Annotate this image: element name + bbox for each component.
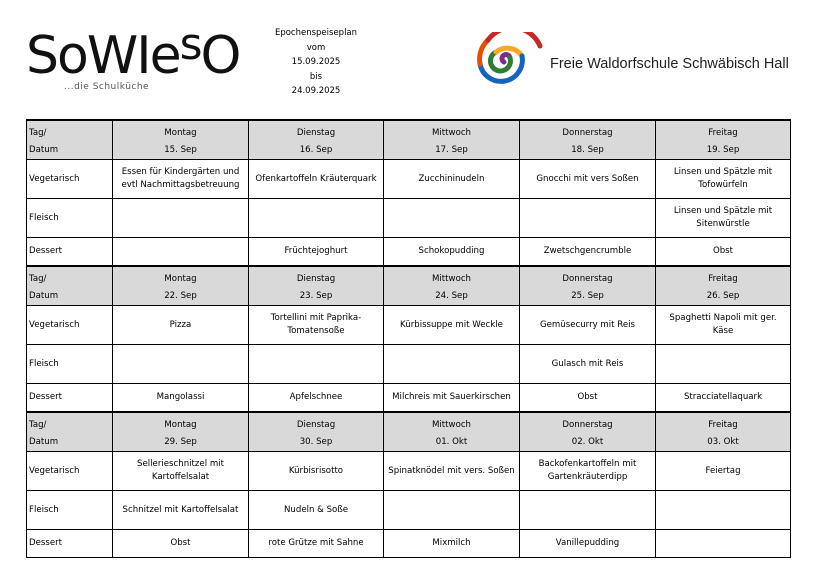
day-header: Mittwoch 24. Sep — [384, 266, 520, 306]
meal-cell: Schnitzel mit Kartoffelsalat — [113, 491, 249, 530]
day-header: Freitag 19. Sep — [656, 120, 791, 160]
meal-cell: Nudeln & Soße — [249, 491, 384, 530]
plan-title-line: bis — [309, 71, 323, 82]
meal-cell: rote Grütze mit Sahne — [249, 530, 384, 558]
vegetarisch-row — [27, 160, 791, 199]
meal-cell: Zucchininudeln — [384, 160, 520, 199]
school-name: Freie Waldorfschule Schwäbisch Hall — [550, 56, 789, 72]
meal-cell: Linsen und Spätzle mit Tofowürfeln — [656, 160, 791, 199]
plan-title — [266, 26, 366, 99]
meal-cell: Backofenkartoffeln mit Gartenkräuterdipp — [520, 452, 656, 491]
meal-cell: Obst — [113, 530, 249, 558]
category-label: Fleisch — [27, 199, 113, 238]
dessert-row — [27, 530, 791, 558]
meal-cell: Gulasch mit Reis — [520, 345, 656, 384]
category-label: Dessert — [27, 384, 113, 413]
meal-cell: Mixmilch — [384, 530, 520, 558]
category-label: Dessert — [27, 530, 113, 558]
day-header: Mittwoch 17. Sep — [384, 120, 520, 160]
meal-cell — [384, 345, 520, 384]
school-logo — [460, 32, 790, 88]
meal-cell: Früchtejoghurt — [249, 238, 384, 267]
meal-cell — [384, 199, 520, 238]
sowieso-logo — [26, 19, 240, 99]
week-header-row — [27, 266, 791, 306]
category-label: Fleisch — [27, 491, 113, 530]
logo-subtitle: ...die Schulküche — [64, 82, 150, 92]
plan-title-line: vom — [306, 42, 326, 53]
day-header: Montag 22. Sep — [113, 266, 249, 306]
day-header: Montag 15. Sep — [113, 120, 249, 160]
plan-start-date: 15.09.2025 — [291, 57, 341, 68]
fleisch-row — [27, 491, 791, 530]
logo-wordmark: SoWIe$^s$O — [26, 19, 240, 86]
meal-cell — [384, 491, 520, 530]
meal-cell — [520, 199, 656, 238]
meal-cell — [656, 491, 791, 530]
day-header: Mittwoch 01. Okt — [384, 412, 520, 452]
meal-cell: Zwetschgencrumble — [520, 238, 656, 267]
plan-end-date: 24.09.2025 — [291, 86, 341, 97]
meal-cell: Vanillepudding — [520, 530, 656, 558]
meal-cell — [656, 345, 791, 384]
vegetarisch-row — [27, 306, 791, 345]
vegetarisch-row — [27, 452, 791, 491]
meal-cell: Sellerieschnitzel mit Kartoffelsalat — [113, 452, 249, 491]
dessert-row — [27, 384, 791, 413]
week-header-row — [27, 412, 791, 452]
meal-cell — [113, 345, 249, 384]
meal-cell: Spaghetti Napoli mit ger. Käse — [656, 306, 791, 345]
plan-title-line: Epochenspeiseplan — [274, 28, 358, 38]
meal-cell: Stracciatellaquark — [656, 384, 791, 413]
meal-cell — [113, 238, 249, 267]
day-header: Donnerstag 25. Sep — [520, 266, 656, 306]
meal-cell: Feiertag — [656, 452, 791, 491]
meal-cell — [113, 199, 249, 238]
tag-datum-label: Tag/ Datum — [27, 266, 113, 306]
category-label: Dessert — [27, 238, 113, 267]
meal-cell: Milchreis mit Sauerkirschen — [384, 384, 520, 413]
meal-cell: Spinatknödel mit vers. Soßen — [384, 452, 520, 491]
category-label: Vegetarisch — [27, 452, 113, 491]
day-header: Dienstag 30. Sep — [249, 412, 384, 452]
meal-cell: Kürbissuppe mit Weckle — [384, 306, 520, 345]
meal-cell: Gnocchi mit vers Soßen — [520, 160, 656, 199]
meal-cell: Pizza — [113, 306, 249, 345]
meal-plan-table — [26, 119, 791, 558]
meal-cell: Gemüsecurry mit Reis — [520, 306, 656, 345]
meal-cell: Essen für Kindergärten und evtl Nachmittagsbetreuung — [113, 160, 249, 199]
day-header: Dienstag 16. Sep — [249, 120, 384, 160]
week-header-row — [27, 120, 791, 160]
day-header: Freitag 26. Sep — [656, 266, 791, 306]
fleisch-row — [27, 199, 791, 238]
category-label: Vegetarisch — [27, 306, 113, 345]
meal-cell: Kürbisrisotto — [249, 452, 384, 491]
day-header: Freitag 03. Okt — [656, 412, 791, 452]
day-header: Montag 29. Sep — [113, 412, 249, 452]
tag-datum-label: Tag/ Datum — [27, 120, 113, 160]
meal-cell: Schokopudding — [384, 238, 520, 267]
meal-cell: Ofenkartoffeln Kräuterquark — [249, 160, 384, 199]
meal-cell — [249, 199, 384, 238]
day-header: Donnerstag 18. Sep — [520, 120, 656, 160]
meal-cell: Mangolassi — [113, 384, 249, 413]
meal-cell: Linsen und Spätzle mit Sitenwürstle — [656, 199, 791, 238]
meal-cell — [249, 345, 384, 384]
category-label: Fleisch — [27, 345, 113, 384]
day-header: Dienstag 23. Sep — [249, 266, 384, 306]
meal-cell: Apfelschnee — [249, 384, 384, 413]
dessert-row — [27, 238, 791, 267]
meal-cell: Obst — [520, 384, 656, 413]
meal-cell — [656, 530, 791, 558]
meal-cell: Obst — [656, 238, 791, 267]
day-header: Donnerstag 02. Okt — [520, 412, 656, 452]
category-label: Vegetarisch — [27, 160, 113, 199]
spiral-icon — [460, 32, 546, 88]
meal-cell — [520, 491, 656, 530]
meal-cell: Tortellini mit Paprika-Tomatensoße — [249, 306, 384, 345]
tag-datum-label: Tag/ Datum — [27, 412, 113, 452]
fleisch-row — [27, 345, 791, 384]
